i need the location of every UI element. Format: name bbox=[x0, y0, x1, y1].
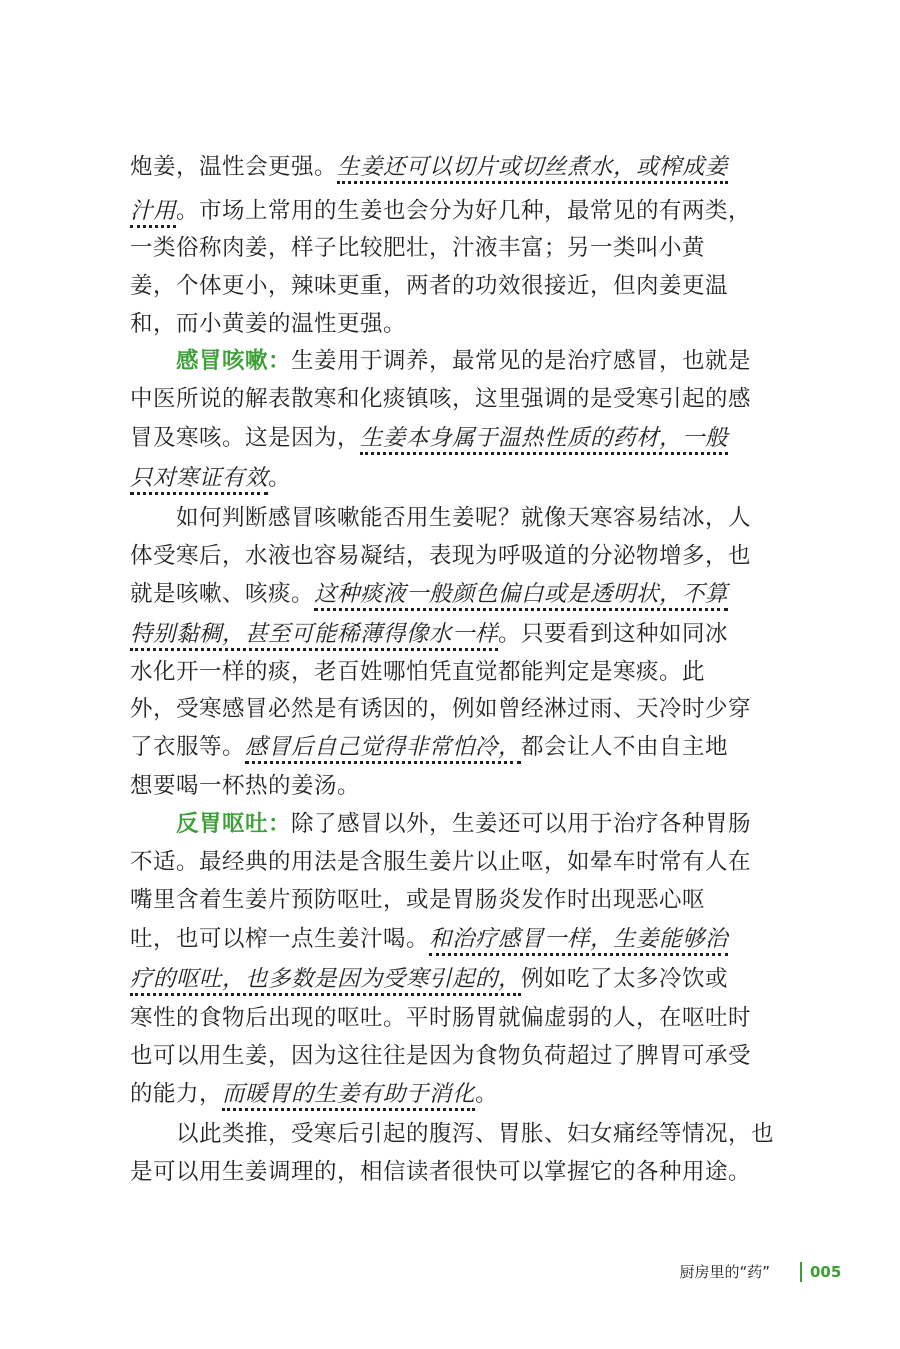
text-line: 疗的呕吐，也多数是因为受寒引起的，例如吃了太多冷饮或 bbox=[130, 959, 772, 999]
text-line: 一类俗称肉姜，样子比较肥壮，汁液丰富；另一类叫小黄 bbox=[130, 235, 706, 261]
text-line: 外，受寒感冒必然是有诱因的，例如曾经淋过雨、天冷时少穿 bbox=[130, 696, 752, 722]
emphasis-underline: 生姜本身属于温热性质的药材，一般 bbox=[360, 425, 728, 455]
text-line: 吐，也可以榨一点生姜汁喝。和治疗感冒一样，生姜能够治 bbox=[130, 919, 772, 959]
emphasis-underline: 特别黏稠，甚至可能稀薄得像水一样 bbox=[130, 621, 498, 651]
text-line: 如何判断感冒咳嗽能否用生姜呢？就像天寒容易结冰，人 bbox=[176, 505, 752, 531]
emphasis-underline: 这种痰液一般颜色偏白或是透明状，不算 bbox=[314, 581, 728, 611]
emphasis-underline: 而暖胃的生姜有助于消化 bbox=[222, 1081, 475, 1111]
text-line: 也可以用生姜，因为这往往是因为食物负荷超过了脾胃可承受 bbox=[130, 1043, 752, 1069]
section-heading: 反胃呕吐： bbox=[176, 811, 292, 837]
text-line: 只对寒证有效。 bbox=[130, 458, 772, 498]
running-footer-title: 厨房里的“药” bbox=[679, 1263, 770, 1281]
text-line: 中医所说的解表散寒和化痰镇咳，这里强调的是受寒引起的感 bbox=[130, 386, 752, 412]
emphasis-underline: 只对寒证有效 bbox=[130, 465, 268, 495]
section-heading-line: 感冒咳嗽：生姜用于调养，最常见的是治疗感冒，也就是 bbox=[176, 348, 752, 374]
emphasis-underline: 生姜还可以切片或切丝煮水，或榨成姜 bbox=[337, 154, 728, 184]
emphasis-underline: 和治疗感冒一样，生姜能够治 bbox=[429, 926, 728, 956]
text-line: 姜，个体更小，辣味更重，两者的功效很接近，但肉姜更温 bbox=[130, 273, 729, 299]
text-line: 是可以用生姜调理的，相信读者很快可以掌握它的各种用途。 bbox=[130, 1159, 752, 1185]
emphasis-underline: 汁用 bbox=[130, 198, 176, 228]
text-line: 就是咳嗽、咳痰。这种痰液一般颜色偏白或是透明状，不算 bbox=[130, 574, 772, 614]
text-line: 特别黏稠，甚至可能稀薄得像水一样。只要看到这种如同冰 bbox=[130, 614, 772, 654]
text-line: 的能力，而暖胃的生姜有助于消化。 bbox=[130, 1074, 772, 1114]
section-heading-line: 反胃呕吐：除了感冒以外，生姜还可以用于治疗各种胃肠 bbox=[176, 811, 752, 837]
text-line: 和，而小黄姜的温性更强。 bbox=[130, 311, 407, 337]
emphasis-underline: 疗的呕吐，也多数是因为受寒引起的， bbox=[130, 966, 521, 996]
text-line: 不适。最经典的用法是含服生姜片以止呕，如晕车时常有人在 bbox=[130, 849, 752, 875]
emphasis-underline: 感冒后自己觉得非常怕冷， bbox=[245, 734, 521, 764]
section-heading: 感冒咳嗽： bbox=[176, 348, 292, 374]
text-line: 炮姜，温性会更强。生姜还可以切片或切丝煮水，或榨成姜 bbox=[130, 147, 772, 187]
text-line: 汁用。市场上常用的生姜也会分为好几种，最常见的有两类， bbox=[130, 191, 772, 231]
text-line: 想要喝一杯热的姜汤。 bbox=[130, 773, 361, 799]
footer-divider bbox=[800, 1262, 802, 1282]
text-line: 以此类推，受寒后引起的腹泻、胃胀、妇女痛经等情况，也 bbox=[176, 1121, 775, 1147]
text-line: 水化开一样的痰，老百姓哪怕凭直觉都能判定是寒痰。此 bbox=[130, 659, 706, 685]
text-line: 了衣服等。感冒后自己觉得非常怕冷，都会让人不由自主地 bbox=[130, 727, 772, 767]
page-number: 005 bbox=[810, 1263, 842, 1281]
text-line: 嘴里含着生姜片预防呕吐，或是胃肠炎发作时出现恶心呕 bbox=[130, 887, 706, 913]
text-line: 寒性的食物后出现的呕吐。平时肠胃就偏虚弱的人，在呕吐时 bbox=[130, 1005, 752, 1031]
text-line: 体受寒后，水液也容易凝结，表现为呼吸道的分泌物增多，也 bbox=[130, 543, 752, 569]
text-line: 冒及寒咳。这是因为，生姜本身属于温热性质的药材，一般 bbox=[130, 418, 772, 458]
